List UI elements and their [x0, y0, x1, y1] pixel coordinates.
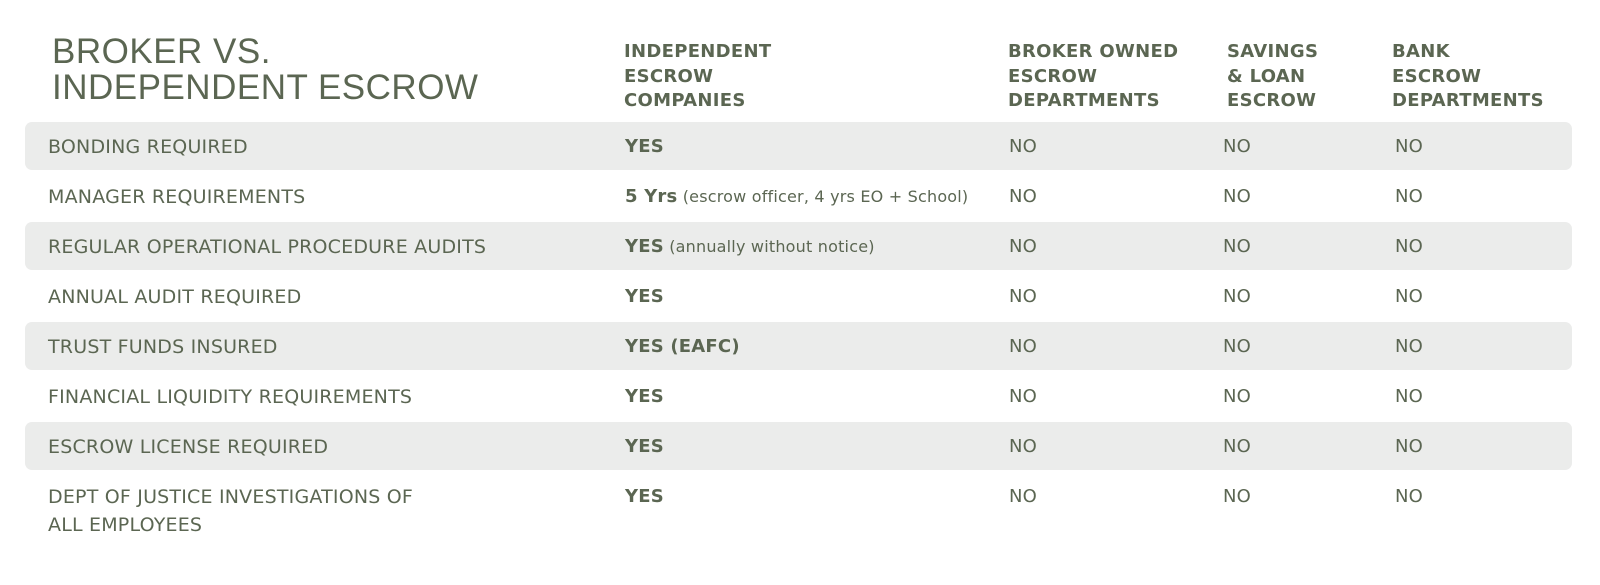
table-row — [25, 172, 1572, 220]
independent-escrow-value — [625, 483, 664, 511]
row-label: MANAGER REQUIREMENTS — [48, 186, 306, 208]
row-label: REGULAR OPERATIONAL PROCEDURE AUDITS — [48, 236, 487, 258]
comparison-table — [25, 122, 1572, 540]
bank-escrow-value: NO — [1395, 286, 1424, 307]
independent-escrow-answer: YES — [625, 236, 664, 257]
column-header-independent-escrow: INDEPENDENT ESCROW COMPANIES — [624, 41, 772, 111]
broker-owned-value: NO — [1009, 336, 1038, 357]
broker-owned-value: NO — [1009, 486, 1038, 507]
independent-escrow-value — [625, 433, 664, 461]
savings-loan-value: NO — [1223, 336, 1252, 357]
savings-loan-value: NO — [1223, 236, 1252, 257]
independent-escrow-value — [625, 183, 968, 211]
savings-loan-value: NO — [1223, 186, 1252, 207]
independent-escrow-value — [625, 233, 875, 261]
independent-escrow-answer: YES — [625, 386, 664, 407]
table-row — [25, 222, 1572, 270]
independent-escrow-value — [625, 283, 664, 311]
table-row — [25, 272, 1572, 320]
independent-escrow-answer: 5 Yrs — [625, 186, 678, 207]
row-label: BONDING REQUIRED — [48, 136, 248, 158]
broker-owned-value: NO — [1009, 286, 1038, 307]
savings-loan-value: NO — [1223, 486, 1252, 507]
table-row — [25, 322, 1572, 370]
table-row — [25, 422, 1572, 470]
column-header-savings-loan-escrow: SAVINGS & LOAN ESCROW — [1227, 41, 1319, 111]
savings-loan-value: NO — [1223, 436, 1252, 457]
broker-owned-value: NO — [1009, 386, 1038, 407]
row-label: ESCROW LICENSE REQUIRED — [48, 436, 329, 458]
table-row — [25, 372, 1572, 420]
savings-loan-value: NO — [1223, 386, 1252, 407]
savings-loan-value: NO — [1223, 136, 1252, 157]
broker-owned-value: NO — [1009, 186, 1038, 207]
bank-escrow-value: NO — [1395, 336, 1424, 357]
independent-escrow-note: (annually without notice) — [663, 237, 875, 256]
independent-escrow-answer: YES — [625, 486, 664, 507]
row-label: FINANCIAL LIQUIDITY REQUIREMENTS — [48, 386, 413, 408]
independent-escrow-value — [625, 333, 740, 361]
independent-escrow-answer: YES — [625, 436, 664, 457]
independent-escrow-answer: YES — [625, 286, 664, 307]
broker-owned-value: NO — [1009, 136, 1038, 157]
independent-escrow-value — [625, 133, 664, 161]
broker-owned-value: NO — [1009, 236, 1038, 257]
independent-escrow-answer: YES (EAFC) — [625, 336, 740, 357]
row-label: TRUST FUNDS INSURED — [48, 336, 278, 358]
bank-escrow-value: NO — [1395, 436, 1424, 457]
independent-escrow-value — [625, 383, 664, 411]
bank-escrow-value: NO — [1395, 186, 1424, 207]
column-header-broker-owned-escrow: BROKER OWNED ESCROW DEPARTMENTS — [1008, 41, 1179, 111]
savings-loan-value: NO — [1223, 286, 1252, 307]
page-title: BROKER VS. INDEPENDENT ESCROW — [52, 32, 479, 107]
bank-escrow-value: NO — [1395, 236, 1424, 257]
broker-owned-value: NO — [1009, 436, 1038, 457]
bank-escrow-value: NO — [1395, 486, 1424, 507]
table-row — [25, 472, 1572, 538]
row-label: ANNUAL AUDIT REQUIRED — [48, 286, 302, 308]
row-label: DEPT OF JUSTICE INVESTIGATIONS OF ALL EMPLOYEES — [48, 486, 414, 536]
bank-escrow-value: NO — [1395, 386, 1424, 407]
column-header-bank-escrow: BANK ESCROW DEPARTMENTS — [1392, 41, 1544, 111]
bank-escrow-value: NO — [1395, 136, 1424, 157]
table-row — [25, 122, 1572, 170]
independent-escrow-answer: YES — [625, 136, 664, 157]
independent-escrow-note: (escrow officer, 4 yrs EO + School) — [677, 187, 969, 206]
